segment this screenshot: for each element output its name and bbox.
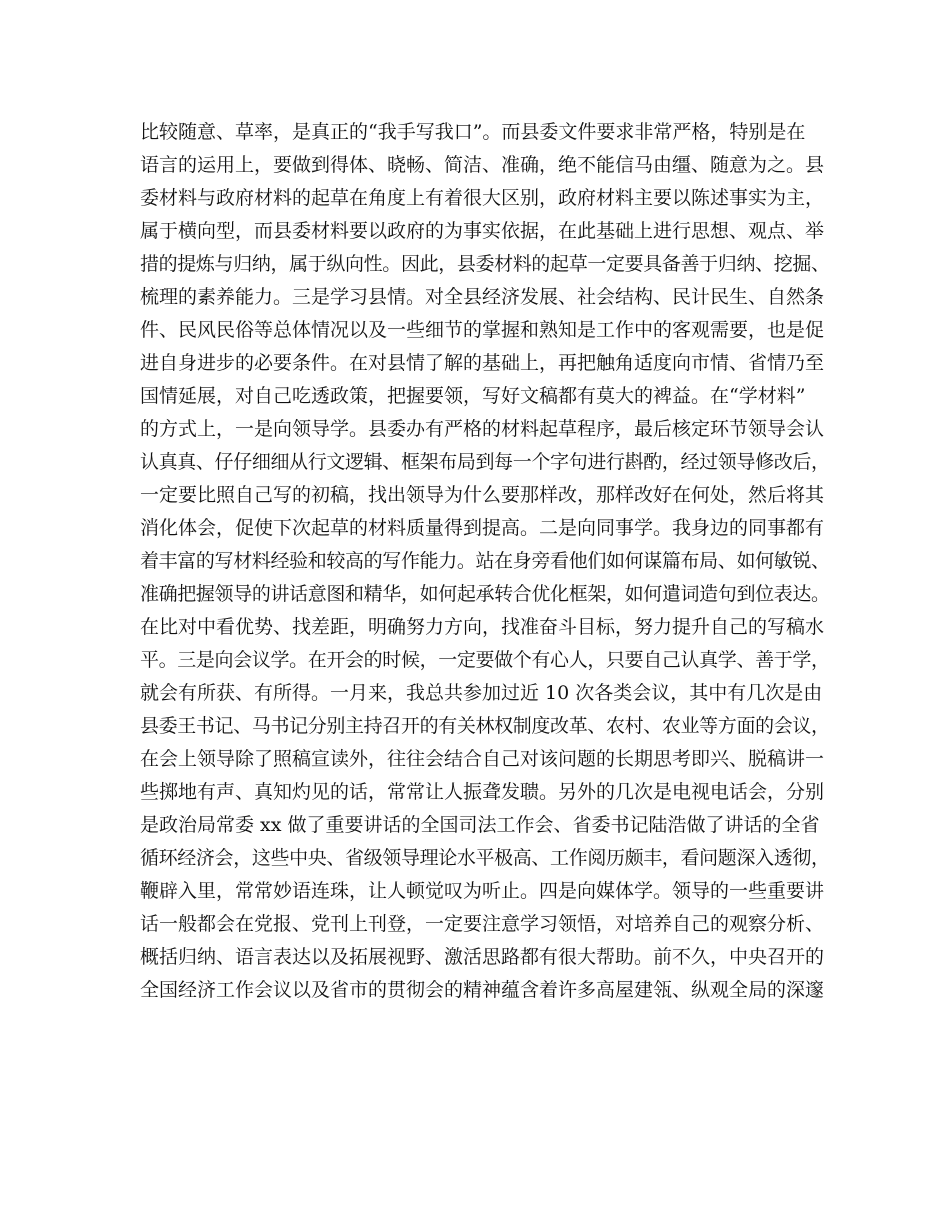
text-line: 语言的运用上，要做到得体、晓畅、简洁、准确，绝不能信马由缰、随意为之。县 <box>140 154 825 176</box>
text-line: 话一般都会在党报、党刊上刊登，一定要注意学习领悟，对培养自己的观察分析、 <box>140 913 825 935</box>
body-text <box>140 116 830 1007</box>
text-line: 属于横向型，而县委材料要以政府的为事实依据，在此基础上进行思想、观点、举 <box>140 220 825 242</box>
text-line: 的方式上，一是向领导学。县委办有严格的材料起草程序，最后核定环节领导会认 <box>140 418 825 440</box>
text-line: 措的提炼与归纳，属于纵向性。因此，县委材料的起草一定要具备善于归纳、挖掘、 <box>140 253 830 275</box>
text-line: 一定要比照自己写的初稿，找出领导为什么要那样改，那样改好在何处，然后将其 <box>140 484 825 506</box>
text-line: 鞭辟入里，常常妙语连珠，让人顿觉叹为听止。四是向媒体学。领导的一些重要讲 <box>140 880 825 902</box>
text-line: 认真真、仔仔细细从行文逻辑、框架布局到每一个字句进行斟酌，经过领导修改后， <box>140 451 830 473</box>
text-line: 梳理的素养能力。三是学习县情。对全县经济发展、社会结构、民计民生、自然条 <box>140 286 825 308</box>
text-line: 些掷地有声、真知灼见的话，常常让人振聋发聩。另外的几次是电视电话会，分别 <box>140 781 825 803</box>
text-line: 循环经济会，这些中央、省级领导理论水平极高、工作阅历颇丰，看问题深入透彻， <box>140 847 830 869</box>
text-line: 委材料与政府材料的起草在角度上有着很大区别，政府材料主要以陈述事实为主， <box>140 187 825 209</box>
text-line: 全国经济工作会议以及省市的贯彻会的精神蕴含着许多高屋建瓴、纵观全局的深邃 <box>140 979 825 1001</box>
text-line: 国情延展，对自己吃透政策，把握要领，写好文稿都有莫大的裨益。在“学材料” <box>140 385 806 407</box>
text-line: 在会上领导除了照稿宣读外，往往会结合自己对该问题的长期思考即兴、脱稿讲一 <box>140 748 825 770</box>
text-line: 概括归纳、语言表达以及拓展视野、激活思路都有很大帮助。前不久，中央召开的 <box>140 946 825 968</box>
text-line: 在比对中看优势、找差距，明确努力方向，找准奋斗目标，努力提升自己的写稿水 <box>140 616 825 638</box>
text-line: 消化体会，促使下次起草的材料质量得到提高。二是向同事学。我身边的同事都有 <box>140 517 825 539</box>
text-line: 平。三是向会议学。在开会的时候，一定要做个有心人，只要自己认真学、善于学， <box>140 649 830 671</box>
text-line: 就会有所获、有所得。一月来，我总共参加过近 10 次各类会议，其中有几次是由 <box>140 682 823 704</box>
text-line: 比较随意、草率，是真正的“我手写我口”。而县委文件要求非常严格，特别是在 <box>140 121 806 143</box>
text-line: 进自身进步的必要条件。在对县情了解的基础上，再把触角适度向市情、省情乃至 <box>140 352 825 374</box>
text-line: 件、民风民俗等总体情况以及一些细节的掌握和熟知是工作中的客观需要，也是促 <box>140 319 825 341</box>
text-line: 是政治局常委 xx 做了重要讲话的全国司法工作会、省委书记陆浩做了讲话的全省 <box>140 814 820 836</box>
text-line: 着丰富的写材料经验和较高的写作能力。站在身旁看他们如何谋篇布局、如何敏锐、 <box>140 550 830 572</box>
text-line: 准确把握领导的讲话意图和精华，如何起承转合优化框架，如何遣词造句到位表达。 <box>140 583 830 605</box>
text-line: 县委王书记、马书记分别主持召开的有关林权制度改革、农村、农业等方面的会议， <box>140 715 830 737</box>
